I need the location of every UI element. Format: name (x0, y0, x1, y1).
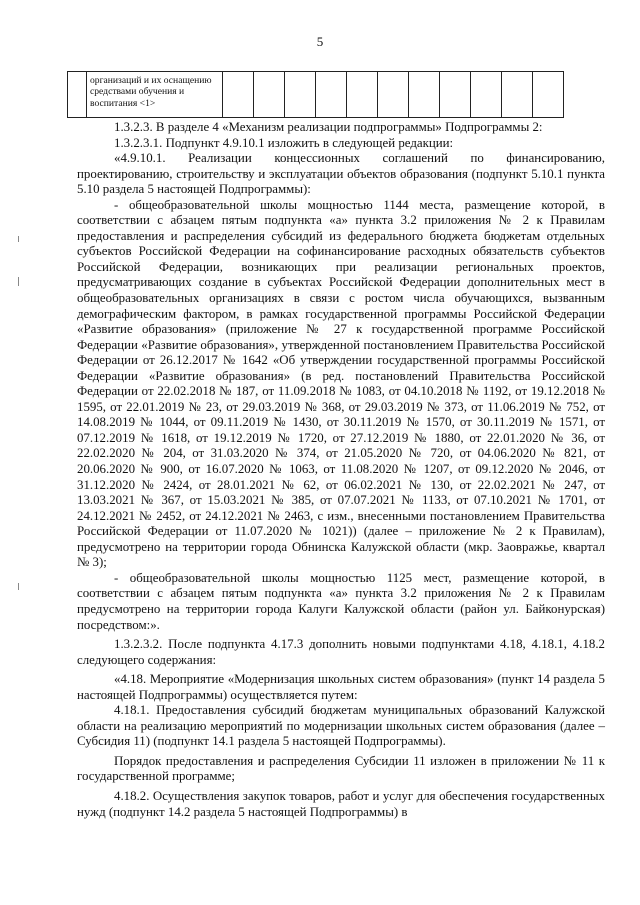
table-cell (254, 72, 285, 118)
table-cell-label: организаций и их оснащению средствами обучения и воспитания <1> (87, 72, 223, 118)
page-number: 5 (316, 34, 324, 49)
table-cell (440, 72, 471, 118)
table-cell (316, 72, 347, 118)
paragraph: - общеобразовательной школы мощностью 1144 места, размещение которой, в соответствии с абзацем пятым подпункта «а» пункта 3.2 приложения № 2 к Правилам предоставления и распределения субсидий из федерального бюджета бюджетам отдельных субъектов Российской Федерации на софинансирование расходных обязательств субъектов Российской Федерации, возникающих при реализации региональных проектов, предусматривающих создание в субъектах Российской Федерации дополнительных мест в общеобразовательных организациях в связи с ростом числа обучающихся, вызванным демографическим фактором, в рамках государственной программы Российской Федерации «Развитие образования» (приложение № 27 к государственной программе Российской Федерации «Развитие образования», утвержденной постановлением Правительства Российской Федерации от 26.12.2017 № 1642 «Об утверждении государственной программы Российской Федерации «Развитие образования» (в ред. постановлений Правительства Российской Федерации от 22.02.2018 № 187, от 11.09.2018 № 1083, от 04.10.2018 № 1192, от 19.12.2018 № 1595, от 22.01.2019 № 23, от 29.03.2019 № 368, от 29.03.2019 № 373, от 11.06.2019 № 752, от 14.08.2019 № 1044, от 09.11.2019 № 1430, от 30.11.2019 № 1570, от 30.11.2019 № 1571, от 07.12.2019 № 1618, от 19.12.2019 № 1720, от 27.12.2019 № 1880, от 22.01.2020 № 36, от 22.02.2020 № 204, от 31.03.2020 № 374, от 21.05.2020 № 720, от 04.06.2020 № 821, от 20.06.2020 № 900, от 16.07.2020 № 1063, от 11.08.2020 № 1207, от 09.12.2020 № 2046, от 31.12.2020 № 2424, от 28.01.2021 № 62, от 06.02.2021 № 130, от 22.02.2021 № 247, от 13.03.2021 № 367, от 15.03.2021 № 385, от 07.07.2021 № 1133, от 07.10.2021 № 1701, от 24.12.2021 № 2452, от 24.12.2021 № 2463, с изм., внесенными постановлением Правительства Российской Федерации от 11.07.2020 № 1021)) (далее – приложение № 2 к Правилам), предусмотрено на территории города Обнинска Калужской области (мкр. Заовражье, квартал № 3); (77, 197, 605, 570)
document-body (77, 120, 605, 820)
table-fragment (67, 71, 564, 118)
paragraph: 1.3.2.3. В разделе 4 «Механизм реализации подпрограммы» Подпрограммы 2: (114, 120, 543, 134)
table-cell (68, 72, 87, 118)
scan-margin-mark (18, 236, 19, 242)
table-cell (223, 72, 254, 118)
table-cell (471, 72, 502, 118)
paragraph: «4.9.10.1. Реализации концессионных соглашений по финансированию, проектированию, строительству и эксплуатации объектов образования (подпункт 5.10.1 пункта 5.10 раздела 5 настоящей Подпрограммы): (77, 151, 605, 197)
table-cell (502, 72, 533, 118)
paragraph: Порядок предоставления и распределения Субсидии 11 изложен в приложении № 11 к государственной программе; (77, 753, 605, 784)
table-cell (285, 72, 316, 118)
paragraph: 1.3.2.3.2. После подпункта 4.17.3 дополнить новыми подпунктами 4.18, 4.18.1, 4.18.2 следующего содержания: (77, 637, 605, 667)
paragraph: 1.3.2.3.1. Подпункт 4.9.10.1 изложить в следующей редакции: (114, 135, 454, 150)
table-cell (409, 72, 440, 118)
paragraph: 4.18.1. Предоставления субсидий бюджетам муниципальных образований Калужской области на реализацию мероприятий по модернизации школьных систем образования (далее – Субсидия 11) (подпункт 14.1 раздела 5 настоящей Подпрограммы). (77, 703, 605, 749)
paragraph: 4.18.2. Осуществления закупок товаров, работ и услуг для обеспечения государственных нужд (подпункт 14.2 раздела 5 настоящей Подпрограммы) в (77, 788, 605, 819)
table-cell (533, 72, 564, 118)
paragraph: - общеобразовательной школы мощностью 1125 мест, размещение которой, в соответствии с абзацем пятым подпункта «а» пункта 3.2 приложения № 2 к Правилам предусмотрено на территории города Калуги Калужской области (район ул. Байконурская) посредством:». (77, 570, 605, 632)
table-cell (378, 72, 409, 118)
table-row (68, 72, 564, 118)
table-cell (347, 72, 378, 118)
scan-margin-mark (18, 277, 19, 286)
scan-margin-mark (18, 583, 19, 590)
paragraph: «4.18. Мероприятие «Модернизация школьных систем образования» (пункт 14 раздела 5 настоящей Подпрограммы) осуществляется путем: (77, 672, 605, 702)
